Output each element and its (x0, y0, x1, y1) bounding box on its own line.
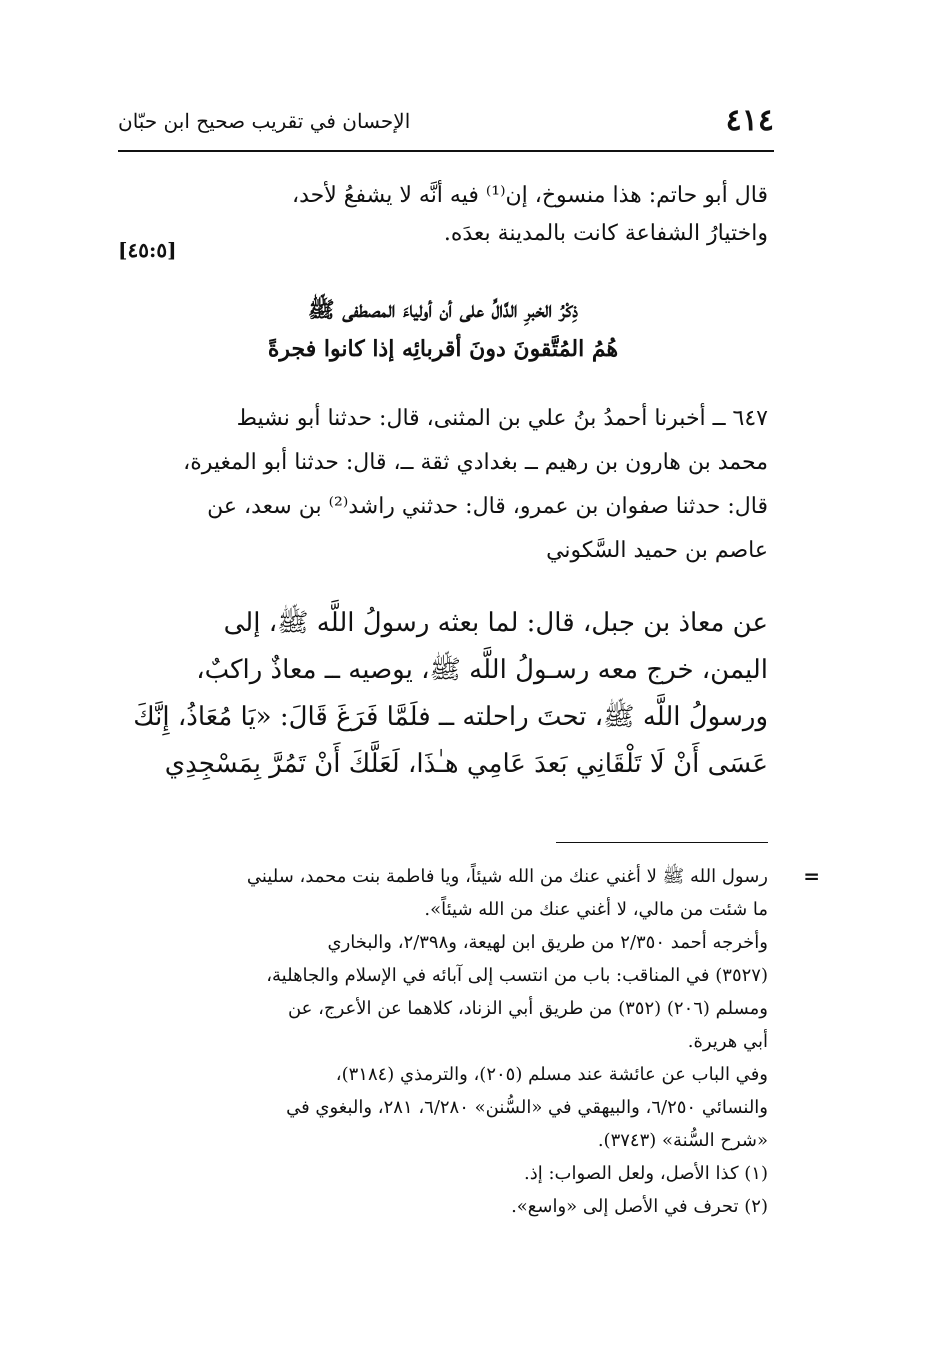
running-title: الإحسان في تقريب صحيح ابن حبّان (118, 109, 411, 133)
footnote-line: (٣٥٢٧) في المناقب: باب من انتسب إلى آبائه في الإسلام والجاهلية، (266, 965, 768, 986)
matn-line-1: عن معاذ بن جبل، قال: لما بعثه رسولُ اللَّه ﷺ، إلى (223, 608, 768, 638)
isnad-line-3: قال: حدثنا صفوان بن عمرو، قال: حدثني راشد⁽²⁾ بن سعد، عن (207, 494, 768, 519)
footnotes-block (118, 860, 820, 1223)
footnote-line: ومسلم (٢٠٦) (٣٥٢) من طريق أبي الزناد، كلاهما عن الأعرج، عن (287, 998, 768, 1019)
opening-line-1: قال أبو حاتم: هذا منسوخ، إن⁽¹⁾ فيه أنَّه لا يشفعُ لأحد، (291, 183, 768, 208)
matn-line-4: عَسَى أَنْ لَا تَلْقَانِي بَعدَ عَامِي هـٰذَا، لَعَلَّكَ أَنْ تَمُرَّ بِمَسْجِدِي (164, 749, 768, 779)
footnote-line: «شرح السُّنة» (٣٧٤٣). (597, 1130, 768, 1151)
opening-paragraph (118, 177, 768, 253)
matn-line-2: اليمن، خرج معه رسـولُ اللَّه ﷺ، يوصيه ــ معاذٌ راكبٌ، (196, 655, 768, 685)
footnote-1: (١) كذا الأصل، ولعل الصواب: إذ. (524, 1163, 768, 1184)
page-number: ٤١٤ (725, 103, 774, 138)
footnote-line: وفي الباب عن عائشة عند مسلم (٢٠٥)، والترمذي (٣١٨٤)، (335, 1064, 768, 1085)
footnote-line: وأخرجه أحمد ٢/٣٥٠ من طريق ابن لهيعة، و٢/٣٩٨، والبخاري (327, 932, 768, 953)
chapter-heading-line-1: ذِكْرُ الخبرِ الدَّالِّ على أن أولياءَ المصطفى ﷺ (307, 297, 579, 323)
header-rule (118, 150, 774, 152)
opening-line-2: واختيارُ الشفاعة كانت بالمدينة بعدَه. (443, 221, 768, 246)
footnote-line: أبي هريرة. (687, 1031, 768, 1052)
footnote-line: ما شئت من مالي، لا أغني عنك من الله شيئاً». (424, 899, 768, 920)
footnote-line: والنسائي ٦/٢٥٠، والبيهقي في «السُّنن» ٦/٢٨٠، ٢٨١، والبغوي في (286, 1097, 768, 1118)
matn-line-3: ورسولُ اللَّه ﷺ، تحتَ راحلته ــ فلَمَّا فَرَغَ قَالَ: «يَا مُعَاذُ، إِنَّكَ (133, 702, 768, 732)
footnote-2: (٢) تحرف في الأصل إلى «واسع». (511, 1196, 768, 1217)
matn-paragraph (118, 600, 768, 788)
continuation-mark: = (803, 864, 820, 888)
volume-reference: [٤٥:٥] (118, 238, 177, 262)
page-header (118, 103, 774, 143)
isnad-paragraph (118, 397, 768, 573)
isnad-line-1: ٦٤٧ ــ أخبرنا أحمدُ بنُ علي بن المثنى، قال: حدثنا أبو نشيط (236, 406, 768, 431)
isnad-line-4: عاصم بن حميد السَّكوني (546, 538, 768, 563)
isnad-line-2: محمد بن هارون بن رهيم ــ بغدادي ثقة ــ، قال: حدثنا أبو المغيرة، (183, 450, 768, 475)
chapter-heading-line-2: هُمُ المُتَّقونَ دونَ أقربائِه إذا كانوا فجرةً (267, 336, 619, 362)
footnote-separator (556, 842, 768, 843)
footnote-line: رسول الله ﷺ لا أغني عنك من الله شيئاً، ويا فاطمة بنت محمد، سليني (246, 866, 768, 887)
